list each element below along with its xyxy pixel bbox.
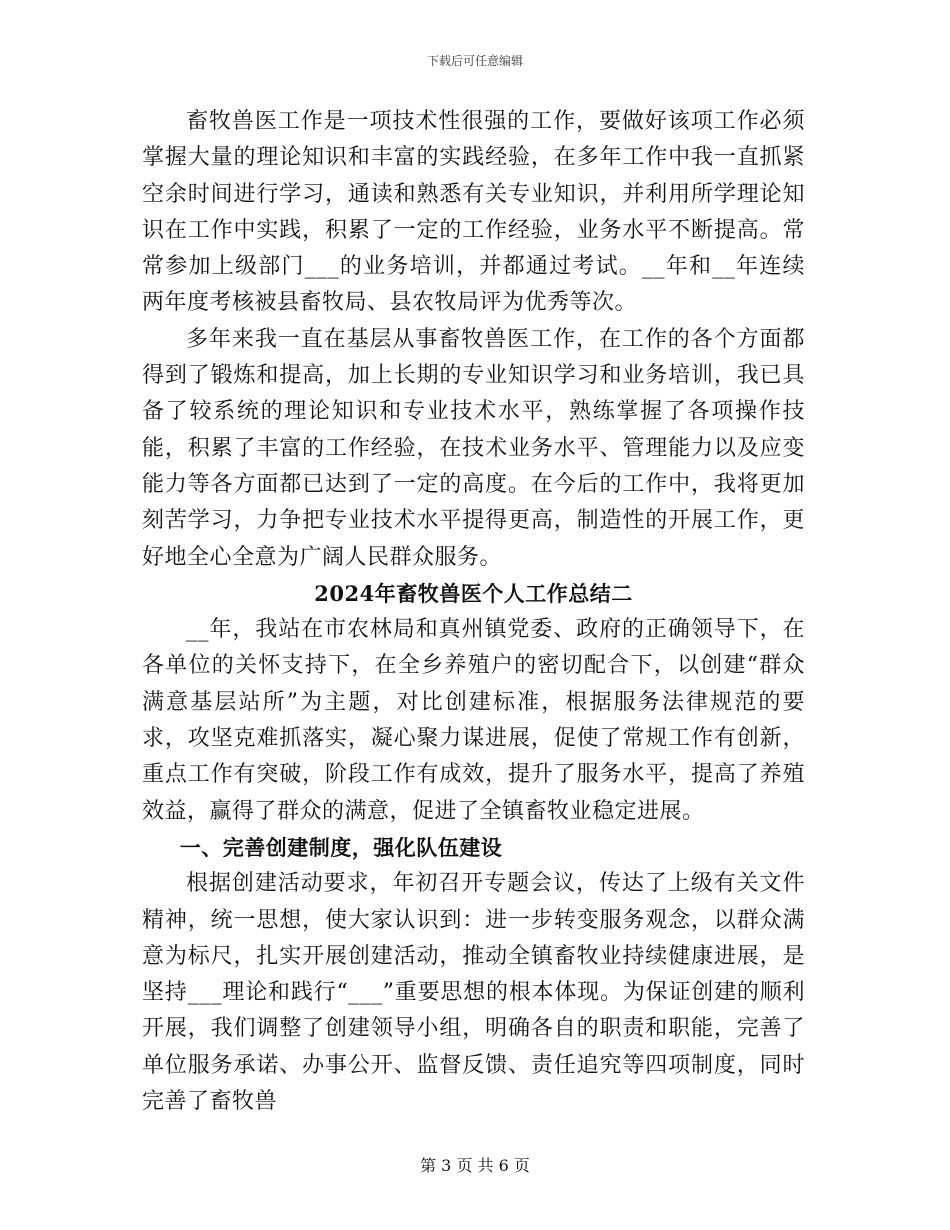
paragraph-body: 根据创建活动要求，年初召开专题会议，传达了上级有关文件精神，统一思想，使大家认识到：进一步转变服务观念，以群众满意为标尺，扎实开展创建活动，推动全镇畜牧业持续健康进展，是坚持___理论和践行“___”重要思想的根本体现。为保证创建的顺利开展，我们调整了创建领导小组，明确各自的职责和职能，完善了单位服务承诺、办事公开、监督反馈、责任追究等四项制度，同时完善了畜牧兽 bbox=[142, 871, 805, 1115]
paragraph-intro: __年，我站在市农林局和真州镇党委、政府的正确领导下，在各单位的关怀支持下，在全乡养殖户的密切配合下，以创建“群众满意基层站所”为主题，对比创建标准，根据服务法律规范的要求，攻坚克难抓落实，凝心聚力谋进展，促使了常规工作有创新，重点工作有突破，阶段工作有成效，提升了服务水平，提高了养殖效益，赢得了群众的满意，促进了全镇畜牧业稳定进展。 bbox=[142, 617, 805, 824]
document-body bbox=[142, 104, 805, 1120]
section-title: 2024年畜牧兽医个人工作总结二 bbox=[314, 580, 633, 606]
page-header-note: 下载后可任意编辑 bbox=[426, 54, 523, 68]
subheading: 一、完善创建制度，强化队伍建设 bbox=[179, 834, 503, 860]
paragraph-experience: 多年来我一直在基层从事畜牧兽医工作，在工作的各个方面都得到了锻炼和提高，加上长期的专业知识学习和业务培训，我已具备了较系统的理论知识和专业技术水平，熟练掌握了各项操作技能，积累了丰富的工作经验，在技术业务水平、管理能力以及应变能力等各方面都已达到了一定的高度。在今后的工作中，我将更加刻苦学习，力争把专业技术水平提得更高，制造性的开展工作，更好地全心全意为广阔人民群众服务。 bbox=[142, 326, 805, 570]
paragraph-expertise: 畜牧兽医工作是一项技术性很强的工作，要做好该项工作必须掌握大量的理论知识和丰富的实践经验，在多年工作中我一直抓紧空余时间进行学习，通读和熟悉有关专业知识，并利用所学理论知识在工作中实践，积累了一定的工作经验，业务水平不断提高。常常参加上级部门___的业务培训，并都通过考试。__年和__年连续两年度考核被县畜牧局、县农牧局评为优秀等次。 bbox=[142, 109, 805, 316]
page-number: 第 3 页 共 6 页 bbox=[420, 1156, 530, 1175]
